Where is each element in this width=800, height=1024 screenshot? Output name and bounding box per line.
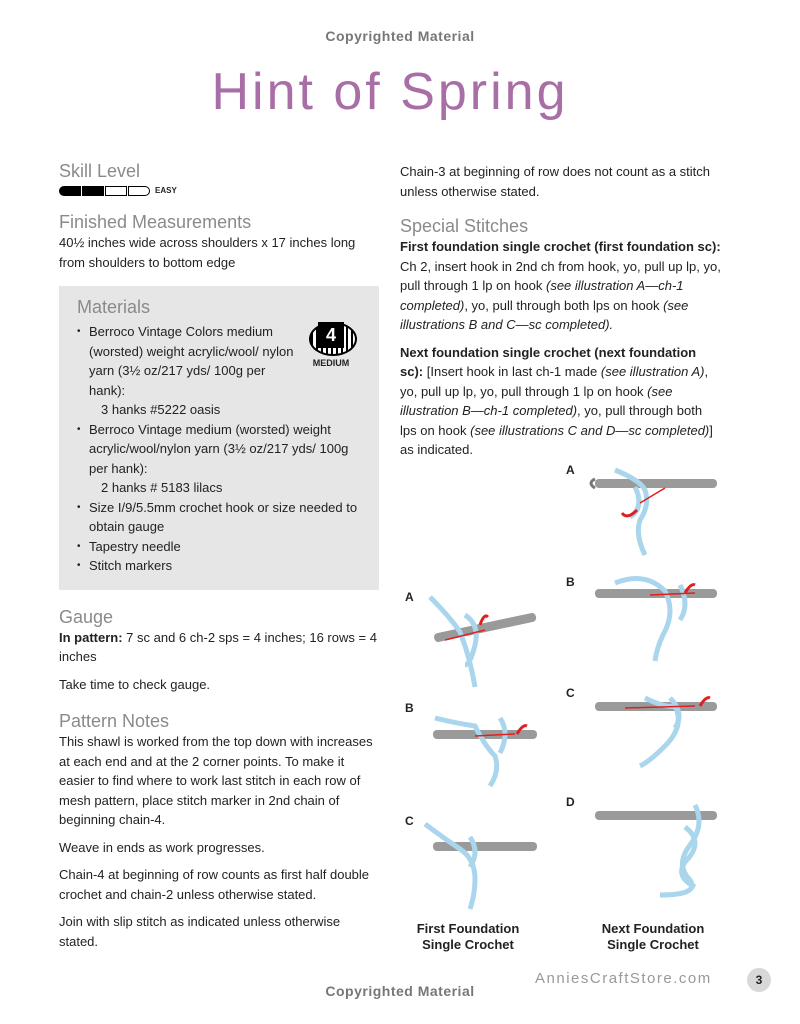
gauge-text: In pattern: 7 sc and 6 ch-2 sps = 4 inches; 16 rows = 4 inches xyxy=(59,629,377,664)
finished-measurements-text: 40½ inches wide across shoulders x 17 inches long from shoulders to bottom edge xyxy=(59,235,356,270)
illus-right-label-a: A xyxy=(566,463,575,477)
illus-right-label-d: D xyxy=(566,795,575,809)
illus-left-label-a: A xyxy=(405,590,414,604)
page-title: Hint of Spring xyxy=(211,63,569,121)
illus-first-a xyxy=(425,595,540,690)
materials-box xyxy=(59,286,379,590)
right-column xyxy=(400,162,722,460)
materials-item-5: • Stitch markers xyxy=(77,556,367,576)
illus-next-b xyxy=(585,575,720,665)
materials-item-1: • Berroco Vintage Colors medium (worsted) weight acrylic/wool/ nylon yarn (3½ oz/217 yds/ 100g per hank): 3 hanks #5222 oasis xyxy=(77,322,294,420)
materials-item-2: • Berroco Vintage medium (worsted) weight acrylic/wool/nylon yarn (3½ oz/217 yds/ 100g per hank): 2 hanks # 5183 lilacs xyxy=(77,420,367,498)
illus-right-label-b: B xyxy=(566,575,575,589)
finished-measurements-heading: Finished Measurements xyxy=(59,212,252,232)
skill-block-2 xyxy=(82,186,104,196)
illus-right-label-c: C xyxy=(566,686,575,700)
skill-block-3 xyxy=(105,186,127,196)
skill-level-text: EASY xyxy=(155,186,177,196)
materials-item-1-sub: 3 hanks #5222 oasis xyxy=(101,402,221,417)
watermark-top: Copyrighted Material xyxy=(325,28,475,44)
fsc-instructions: First foundation single crochet (first foundation sc): Ch 2, insert hook in 2nd ch from hook, yo, pull up lp, yo, pull through 1 lp on hook (see illustration A—ch-1 completed), yo, pull through both lps on hook (see illustrations B and C—sc completed). xyxy=(400,239,721,332)
illus-next-a xyxy=(585,465,720,555)
illus-first-c xyxy=(425,822,540,912)
skill-block-1 xyxy=(59,186,81,196)
materials-item-4: • Tapestry needle xyxy=(77,537,367,557)
page-number: 3 xyxy=(747,968,771,992)
caption-first-foundation: First Foundation Single Crochet xyxy=(416,921,520,952)
illus-first-b xyxy=(425,708,540,798)
caption-next-foundation: Next Foundation Single Crochet xyxy=(601,921,705,952)
pattern-note-2: Weave in ends as work progresses. xyxy=(59,839,265,855)
skill-level-meter xyxy=(59,185,379,197)
nfsc-instructions: Next foundation single crochet (next foundation sc): [Insert hook in last ch-1 made (see illustration A), yo, pull up lp, yo, pull through 1 lp on hook (see illustration B—ch-1 completed), yo, pull through both lps on hook (see illustrations C and D—sc completed)] as indicated. xyxy=(400,344,713,457)
illus-left-label-b: B xyxy=(405,701,414,715)
pattern-note-3: Chain-4 at beginning of row counts as first half double crochet and chain-2 unless otherwise stated. xyxy=(59,867,370,902)
illus-next-c xyxy=(585,688,720,778)
materials-item-2-sub: 2 hanks # 5183 lilacs xyxy=(101,480,223,495)
gauge-heading: Gauge xyxy=(59,606,114,627)
pattern-note-1: This shawl is worked from the top down with increases at each end and at the 2 corner points. To make it easier to find where to work last stitch in each row of mesh pattern, place stitch marker in 2nd chain of beginning chain-4. xyxy=(59,734,373,827)
chain3-note: Chain-3 at beginning of row does not count as a stitch unless otherwise stated. xyxy=(400,164,711,199)
pattern-notes-heading: Pattern Notes xyxy=(59,711,170,731)
materials-heading: Materials xyxy=(77,297,151,317)
yarn-weight-number: 4 xyxy=(318,322,344,348)
special-stitches-heading: Special Stitches xyxy=(400,216,529,236)
watermark-bottom: Copyrighted Material xyxy=(325,983,475,999)
materials-item-3: • Size I/9/5.5mm crochet hook or size needed to obtain gauge xyxy=(77,498,367,537)
illus-next-d xyxy=(585,797,720,902)
left-column xyxy=(59,160,379,951)
gauge-note: Take time to check gauge. xyxy=(59,676,211,692)
skill-block-4 xyxy=(128,186,150,196)
skill-level-heading: Skill Level xyxy=(59,161,141,181)
footer-site: AnniesCraftStore.com xyxy=(535,970,712,987)
yarn-weight-label: MEDIUM xyxy=(312,358,350,368)
yarn-weight-badge xyxy=(299,322,363,378)
illus-left-label-c: C xyxy=(405,814,414,828)
pattern-note-4: Join with slip stitch as indicated unless otherwise stated. xyxy=(59,914,341,949)
